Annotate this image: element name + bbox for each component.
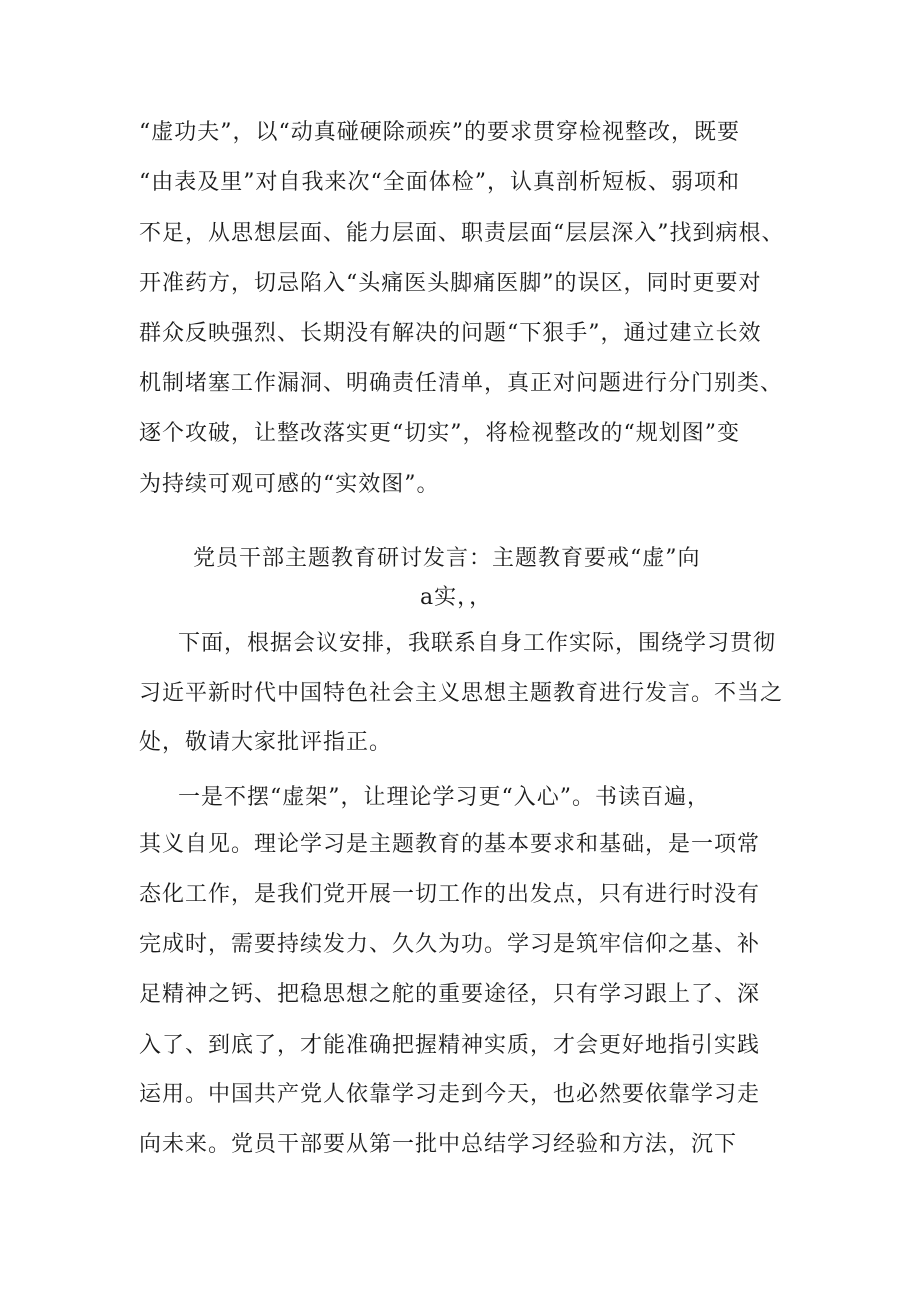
paragraph-3-line-1: 一是不摆“虚架”，让理论学习更“入心”。书读百遍， xyxy=(178,785,710,810)
paragraph-2-line-2: 习近平新时代中国特色社会主义思想主题教育进行发言。不当之 xyxy=(139,681,784,706)
paragraph-3-line-6: 入了、到底了，才能准确把握精神实质，才会更好地指引实践 xyxy=(139,1033,761,1058)
paragraph-3-line-5: 足精神之钙、把稳思想之舵的重要途径，只有学习跟上了、深 xyxy=(139,982,761,1007)
paragraph-3-line-8: 向未来。党员干部要从第一批中总结学习经验和方法，沉下 xyxy=(139,1132,738,1157)
paragraph-1-line-2: “由表及里”对自我来次“全面体检”，认真剖析短板、弱项和 xyxy=(139,170,740,195)
paragraph-3-line-2: 其义自见。理论学习是主题教育的基本要求和基础，是一项常 xyxy=(139,832,761,857)
paragraph-1-line-3: 不足，从思想层面、能力层面、职责层面“层层深入”找到病根、 xyxy=(139,221,785,246)
paragraph-1-line-4: 开准药方，切忌陷入“头痛医头脚痛医脚”的误区，同时更要对 xyxy=(139,271,762,296)
paragraph-2-line-3: 处，敬请大家批评指正。 xyxy=(139,730,393,755)
paragraph-1-line-1: “虚功夫”，以“动真碰硬除顽疾”的要求贯穿检视整改，既要 xyxy=(139,120,740,145)
paragraph-3-line-3: 态化工作，是我们党开展一切工作的出发点，只有进行时没有 xyxy=(139,882,761,907)
paragraph-1-line-5: 群众反映强烈、长期没有解决的问题“下狠手”，通过建立长效 xyxy=(139,321,762,346)
paragraph-3-line-4: 完成时，需要持续发力、久久为功。学习是筑牢信仰之基、补 xyxy=(139,932,761,957)
paragraph-1-line-7: 逐个攻破，让整改落实更“切实”，将检视整改的“规划图”变 xyxy=(139,421,740,446)
paragraph-2-line-1: 下面，根据会议安排，我联系自身工作实际，围绕学习贯彻 xyxy=(178,631,777,656)
paragraph-3-line-7: 运用。中国共产党人依靠学习走到今天，也必然要依靠学习走 xyxy=(139,1082,761,1107)
title-line-1: 党员干部主题教育研讨发言：主题教育要戒“虚”向 xyxy=(193,546,701,571)
paragraph-1-line-8: 为持续可观可感的“实效图”。 xyxy=(139,472,440,497)
paragraph-1-line-6: 机制堵塞工作漏洞、明确责任清单，真正对问题进行分门别类、 xyxy=(139,371,784,396)
title-line-2: a实，， xyxy=(420,585,493,610)
